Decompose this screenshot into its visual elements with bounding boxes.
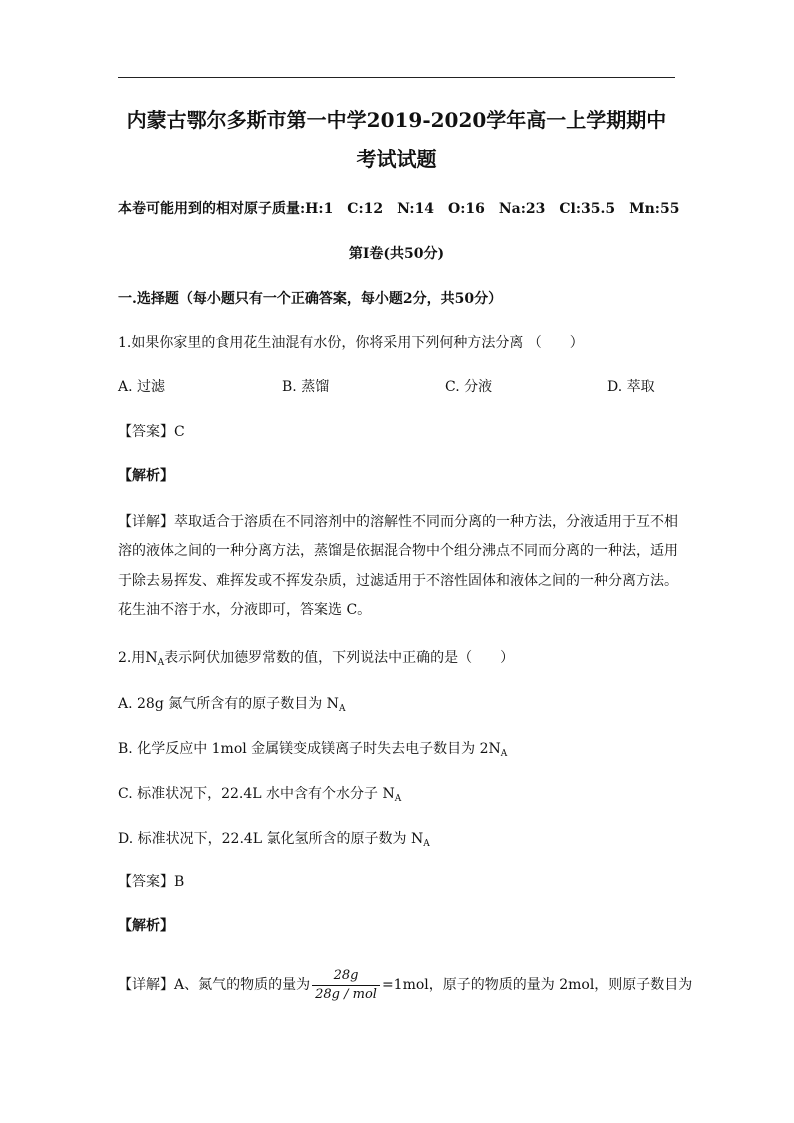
- option-text: C. 标准状况下，22.4L 水中含有个水分子 N: [118, 786, 395, 802]
- document-title-line-2: 考试试题: [356, 147, 437, 171]
- option-subscript: A: [338, 704, 346, 714]
- question-2-detail-end: =1mol，原子的物质的量为 2mol，则原子数目为: [381, 977, 693, 993]
- section-heading: 第I卷(共50分): [348, 246, 445, 262]
- option-text: B. 化学反应中 1mol 金属镁变成镁离子时失去电子数目为 2N: [118, 741, 501, 757]
- question-2-stem-end: 表示阿伏加德罗常数的值，下列说法中正确的是（ ）: [164, 650, 515, 666]
- atomic-mass-note: 本卷可能用到的相对原子质量:H:1 C:12 N:14 O:16 Na:23 Cl:35.5 Mn:55: [118, 201, 680, 217]
- question-1-detail-line: 溶的液体之间的一种分离方法，蒸馏是依据混合物中个组分沸点不同而分离的一种法，适用: [118, 543, 678, 560]
- question-1-analysis-label: 【解析】: [118, 468, 174, 484]
- option-subscript: A: [423, 839, 430, 849]
- question-2-detail: [118, 964, 692, 1006]
- question-1-detail-line: 【详解】萃取适合于溶质在不同溶剂中的溶解性不同而分离的一种方法，分液适用于互不相: [118, 514, 678, 530]
- header-rule: [118, 77, 675, 78]
- question-2-option-a: [118, 694, 345, 714]
- question-1-answer: 【答案】C: [118, 424, 185, 440]
- question-2-option-b: [118, 739, 507, 759]
- document-title-line-1: 内蒙古鄂尔多斯市第一中学2019-2020学年高一上学期期中: [126, 108, 667, 132]
- question-2-answer: 【答案】B: [118, 874, 185, 890]
- question-1-detail-line: 于除去易挥发、难挥发或不挥发杂质，过滤适用于不溶性固体和液体之间的一种分离方法。: [118, 572, 678, 589]
- question-2-stem: [118, 648, 514, 668]
- question-2-option-d: [118, 829, 430, 849]
- question-1-detail-line: 花生油不溶于水，分液即可，答案选 C。: [118, 601, 372, 618]
- question-1-option-d: D. 萃取: [607, 379, 655, 395]
- question-1-option-a: A. 过滤: [118, 379, 166, 395]
- question-2-detail-start: 【详解】A、氮气的物质的量为: [118, 977, 311, 993]
- part-heading: 一.选择题（每小题只有一个正确答案，每小题2分，共50分）: [118, 291, 503, 307]
- fraction-numerator: 28g: [312, 967, 380, 986]
- question-1-option-b: B. 蒸馏: [282, 379, 330, 395]
- question-1-option-c: C. 分液: [445, 379, 493, 395]
- question-2-option-c: [118, 784, 401, 804]
- question-2-analysis-label: 【解析】: [118, 918, 174, 934]
- option-text: A. 28g 氮气所含有的原子数目为 N: [118, 696, 339, 712]
- question-1-detail: [118, 508, 678, 625]
- question-1-stem: 1.如果你家里的食用花生油混有水份，你将采用下列何种方法分离 （ ）: [118, 335, 584, 351]
- option-subscript: A: [394, 794, 402, 804]
- option-text: D. 标准状况下，22.4L 氯化氢所含的原子数为 N: [118, 831, 424, 847]
- fraction-denominator: 28g / mol: [315, 986, 377, 1002]
- question-2-stem-subscript: A: [157, 658, 165, 668]
- question-2-stem-start: 2.用N: [118, 650, 158, 666]
- molar-fraction: [312, 967, 380, 1004]
- option-subscript: A: [500, 749, 508, 759]
